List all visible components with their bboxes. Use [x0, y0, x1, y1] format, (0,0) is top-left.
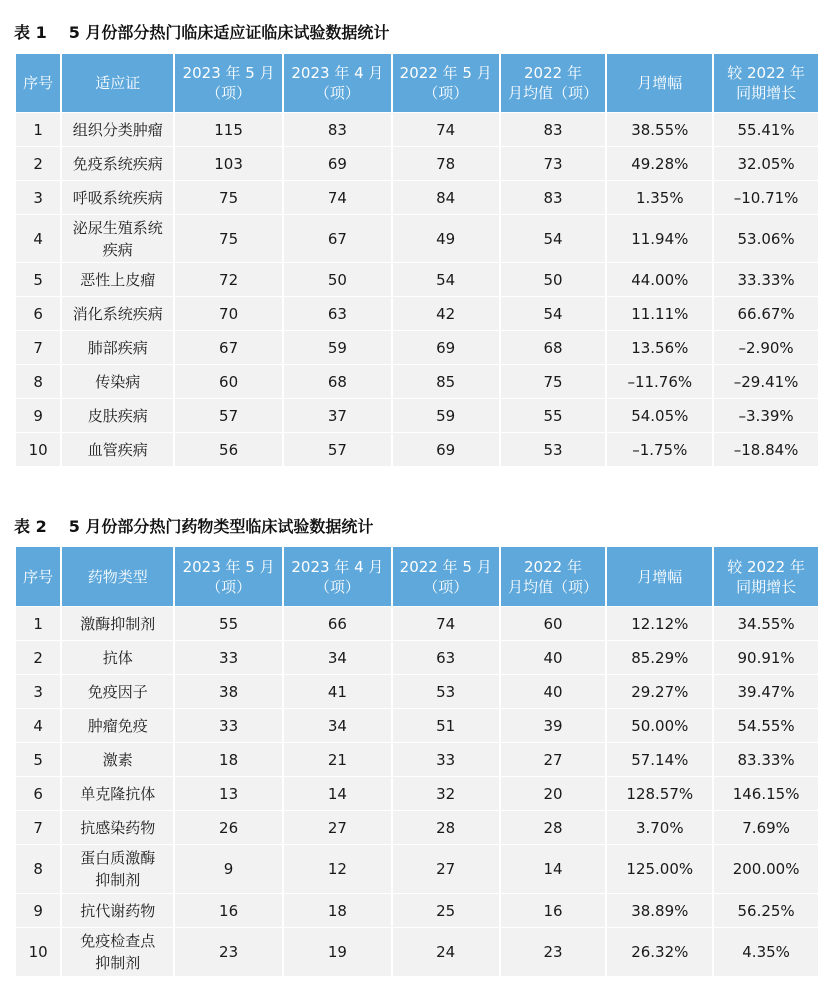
- table-cell: 8: [16, 845, 60, 893]
- table-row: [16, 641, 818, 674]
- table-cell: 146.15%: [714, 777, 818, 810]
- table-cell: 56.25%: [714, 894, 818, 927]
- table-cell: 9: [175, 845, 282, 893]
- table-cell: 皮肤疾病: [62, 399, 173, 432]
- table-cell: –10.71%: [714, 181, 818, 214]
- column-header: 月增幅: [607, 54, 712, 112]
- table-cell: 73: [501, 147, 606, 180]
- table-cell: 34: [284, 709, 391, 742]
- table1-caption-title: 5 月份部分热门临床适应证临床试验数据统计: [68, 23, 390, 42]
- table-cell: 恶性上皮瘤: [62, 263, 173, 296]
- table-cell: 5: [16, 743, 60, 776]
- column-header: 2023 年 5 月 （项）: [175, 547, 282, 606]
- table-cell: 34: [284, 641, 391, 674]
- table-cell: 6: [16, 297, 60, 330]
- table-cell: 1: [16, 113, 60, 146]
- table-cell: 34.55%: [714, 607, 818, 640]
- table-cell: 12: [284, 845, 391, 893]
- table-cell: –2.90%: [714, 331, 818, 364]
- table-cell: 4.35%: [714, 928, 818, 976]
- table-cell: 消化系统疾病: [62, 297, 173, 330]
- table-cell: 39.47%: [714, 675, 818, 708]
- table-row: [16, 147, 818, 180]
- table-row: [16, 365, 818, 398]
- table-cell: 19: [284, 928, 391, 976]
- table-cell: 66.67%: [714, 297, 818, 330]
- table1-caption-number: 表 1: [14, 23, 47, 42]
- header-row: [16, 547, 818, 606]
- table-cell: –3.39%: [714, 399, 818, 432]
- table-cell: 23: [501, 928, 606, 976]
- table-cell: 49: [393, 215, 499, 262]
- table-cell: 11.94%: [607, 215, 712, 262]
- table1-caption: [14, 20, 389, 43]
- table-cell: 90.91%: [714, 641, 818, 674]
- table-cell: 7: [16, 331, 60, 364]
- column-header: 序号: [16, 54, 60, 112]
- table-cell: 38: [175, 675, 282, 708]
- table-cell: 75: [501, 365, 606, 398]
- table-cell: 72: [175, 263, 282, 296]
- column-header: 2023 年 5 月 （项）: [175, 54, 282, 112]
- table-cell: 55.41%: [714, 113, 818, 146]
- table-cell: 7: [16, 811, 60, 844]
- table-cell: 83.33%: [714, 743, 818, 776]
- table-cell: 7.69%: [714, 811, 818, 844]
- table-cell: 41: [284, 675, 391, 708]
- column-header: 2023 年 4 月 （项）: [284, 54, 391, 112]
- table-cell: 78: [393, 147, 499, 180]
- table-cell: 21: [284, 743, 391, 776]
- table-cell: 56: [175, 433, 282, 466]
- table-row: [16, 215, 818, 262]
- table-cell: 67: [284, 215, 391, 262]
- table-cell: 1: [16, 607, 60, 640]
- table-cell: 33: [175, 709, 282, 742]
- table-cell: 54.05%: [607, 399, 712, 432]
- table-cell: –18.84%: [714, 433, 818, 466]
- table-cell: 32.05%: [714, 147, 818, 180]
- table-cell: 26: [175, 811, 282, 844]
- column-header: 2022 年 5 月 （项）: [393, 54, 499, 112]
- table-cell: 83: [501, 113, 606, 146]
- table-cell: 33: [393, 743, 499, 776]
- table-cell: 54: [393, 263, 499, 296]
- table-cell: 抗体: [62, 641, 173, 674]
- table-cell: 38.55%: [607, 113, 712, 146]
- table-row: [16, 433, 818, 466]
- table-cell: 10: [16, 928, 60, 976]
- table-cell: 50.00%: [607, 709, 712, 742]
- table-cell: 42: [393, 297, 499, 330]
- table-cell: 50: [501, 263, 606, 296]
- table-cell: 23: [175, 928, 282, 976]
- table2-header: [16, 547, 818, 606]
- table1: [14, 53, 820, 467]
- table-cell: 激素: [62, 743, 173, 776]
- table-cell: 53: [501, 433, 606, 466]
- table-cell: 38.89%: [607, 894, 712, 927]
- table-cell: 血管疾病: [62, 433, 173, 466]
- table-cell: 63: [284, 297, 391, 330]
- table-cell: 49.28%: [607, 147, 712, 180]
- table-cell: 40: [501, 641, 606, 674]
- table-cell: 4: [16, 709, 60, 742]
- table-cell: 74: [284, 181, 391, 214]
- table2-caption: [14, 514, 373, 537]
- table-cell: 83: [501, 181, 606, 214]
- table-cell: 27: [284, 811, 391, 844]
- table-cell: 57: [284, 433, 391, 466]
- column-header: 2022 年 5 月 （项）: [393, 547, 499, 606]
- table-cell: 60: [175, 365, 282, 398]
- table-cell: 84: [393, 181, 499, 214]
- column-header: 月增幅: [607, 547, 712, 606]
- table-cell: 28: [501, 811, 606, 844]
- table-cell: 16: [175, 894, 282, 927]
- table2-caption-title: 5 月份部分热门药物类型临床试验数据统计: [68, 517, 374, 536]
- table1-header: [16, 54, 818, 112]
- table-cell: 13: [175, 777, 282, 810]
- table-cell: 103: [175, 147, 282, 180]
- table-cell: 3: [16, 181, 60, 214]
- table-cell: 37: [284, 399, 391, 432]
- table-cell: 57: [175, 399, 282, 432]
- table-cell: 74: [393, 113, 499, 146]
- table-cell: 68: [501, 331, 606, 364]
- table-cell: 85.29%: [607, 641, 712, 674]
- table-cell: 50: [284, 263, 391, 296]
- table-cell: 54.55%: [714, 709, 818, 742]
- table-cell: 69: [393, 433, 499, 466]
- table-cell: 蛋白质激酶 抑制剂: [62, 845, 173, 893]
- table-cell: 9: [16, 399, 60, 432]
- table-cell: 14: [501, 845, 606, 893]
- table-row: [16, 845, 818, 893]
- table-cell: 抗感染药物: [62, 811, 173, 844]
- table-row: [16, 297, 818, 330]
- table-cell: 69: [393, 331, 499, 364]
- table-cell: 2: [16, 641, 60, 674]
- table-cell: 6: [16, 777, 60, 810]
- column-header: 适应证: [62, 54, 173, 112]
- column-header: 2022 年 月均值（项）: [501, 54, 606, 112]
- table-row: [16, 777, 818, 810]
- table-cell: 29.27%: [607, 675, 712, 708]
- table-row: [16, 113, 818, 146]
- column-header: 2022 年 月均值（项）: [501, 547, 606, 606]
- table-cell: 75: [175, 215, 282, 262]
- table-cell: 51: [393, 709, 499, 742]
- column-header: 较 2022 年 同期增长: [714, 547, 818, 606]
- table-cell: 25: [393, 894, 499, 927]
- table-cell: 33: [175, 641, 282, 674]
- table-cell: 传染病: [62, 365, 173, 398]
- table-cell: 70: [175, 297, 282, 330]
- table-cell: 66: [284, 607, 391, 640]
- table-row: [16, 709, 818, 742]
- table-cell: 200.00%: [714, 845, 818, 893]
- table-cell: 8: [16, 365, 60, 398]
- table-cell: 9: [16, 894, 60, 927]
- table-row: [16, 928, 818, 976]
- table-cell: 55: [175, 607, 282, 640]
- table-cell: 肺部疾病: [62, 331, 173, 364]
- table-cell: 免疫因子: [62, 675, 173, 708]
- table-cell: 13.56%: [607, 331, 712, 364]
- table-cell: 63: [393, 641, 499, 674]
- table-cell: 组织分类肿瘤: [62, 113, 173, 146]
- table-cell: 27: [393, 845, 499, 893]
- table-cell: 26.32%: [607, 928, 712, 976]
- column-header: 2023 年 4 月 （项）: [284, 547, 391, 606]
- table-cell: 39: [501, 709, 606, 742]
- table-cell: 2: [16, 147, 60, 180]
- table-row: [16, 743, 818, 776]
- table-row: [16, 607, 818, 640]
- table-cell: 59: [284, 331, 391, 364]
- table-cell: 128.57%: [607, 777, 712, 810]
- table-cell: –11.76%: [607, 365, 712, 398]
- table-cell: 53.06%: [714, 215, 818, 262]
- table-cell: 69: [284, 147, 391, 180]
- table-cell: 57.14%: [607, 743, 712, 776]
- table-row: [16, 675, 818, 708]
- table-cell: 14: [284, 777, 391, 810]
- table-cell: 免疫检查点 抑制剂: [62, 928, 173, 976]
- table-cell: 67: [175, 331, 282, 364]
- table-cell: 11.11%: [607, 297, 712, 330]
- table-cell: 32: [393, 777, 499, 810]
- table-cell: 单克隆抗体: [62, 777, 173, 810]
- table-cell: 16: [501, 894, 606, 927]
- table-cell: 24: [393, 928, 499, 976]
- table-cell: 4: [16, 215, 60, 262]
- table-row: [16, 263, 818, 296]
- table-row: [16, 399, 818, 432]
- table-cell: 肿瘤免疫: [62, 709, 173, 742]
- table-row: [16, 331, 818, 364]
- table-cell: 28: [393, 811, 499, 844]
- table2-caption-number: 表 2: [14, 517, 47, 536]
- table-cell: 泌尿生殖系统 疾病: [62, 215, 173, 262]
- table-row: [16, 894, 818, 927]
- table-cell: 85: [393, 365, 499, 398]
- table-cell: 83: [284, 113, 391, 146]
- table-cell: 抗代谢药物: [62, 894, 173, 927]
- table-cell: 53: [393, 675, 499, 708]
- table-cell: 68: [284, 365, 391, 398]
- table-cell: 10: [16, 433, 60, 466]
- table-cell: –1.75%: [607, 433, 712, 466]
- table-cell: 18: [284, 894, 391, 927]
- table-cell: 40: [501, 675, 606, 708]
- table-cell: –29.41%: [714, 365, 818, 398]
- table-cell: 激酶抑制剂: [62, 607, 173, 640]
- table-cell: 3.70%: [607, 811, 712, 844]
- column-header: 药物类型: [62, 547, 173, 606]
- table-cell: 74: [393, 607, 499, 640]
- table-cell: 5: [16, 263, 60, 296]
- header-row: [16, 54, 818, 112]
- table-cell: 33.33%: [714, 263, 818, 296]
- table-cell: 115: [175, 113, 282, 146]
- column-header: 序号: [16, 547, 60, 606]
- table-cell: 12.12%: [607, 607, 712, 640]
- table-cell: 27: [501, 743, 606, 776]
- table2: [14, 546, 820, 977]
- table-cell: 59: [393, 399, 499, 432]
- table-row: [16, 181, 818, 214]
- table-cell: 18: [175, 743, 282, 776]
- table-cell: 54: [501, 297, 606, 330]
- table-cell: 125.00%: [607, 845, 712, 893]
- table-cell: 1.35%: [607, 181, 712, 214]
- column-header: 较 2022 年 同期增长: [714, 54, 818, 112]
- table-cell: 免疫系统疾病: [62, 147, 173, 180]
- table-cell: 75: [175, 181, 282, 214]
- table-cell: 60: [501, 607, 606, 640]
- table1-body: [16, 113, 818, 466]
- table-cell: 3: [16, 675, 60, 708]
- table-row: [16, 811, 818, 844]
- table-cell: 54: [501, 215, 606, 262]
- table-cell: 20: [501, 777, 606, 810]
- table-cell: 呼吸系统疾病: [62, 181, 173, 214]
- table-cell: 44.00%: [607, 263, 712, 296]
- table2-body: [16, 607, 818, 976]
- table-cell: 55: [501, 399, 606, 432]
